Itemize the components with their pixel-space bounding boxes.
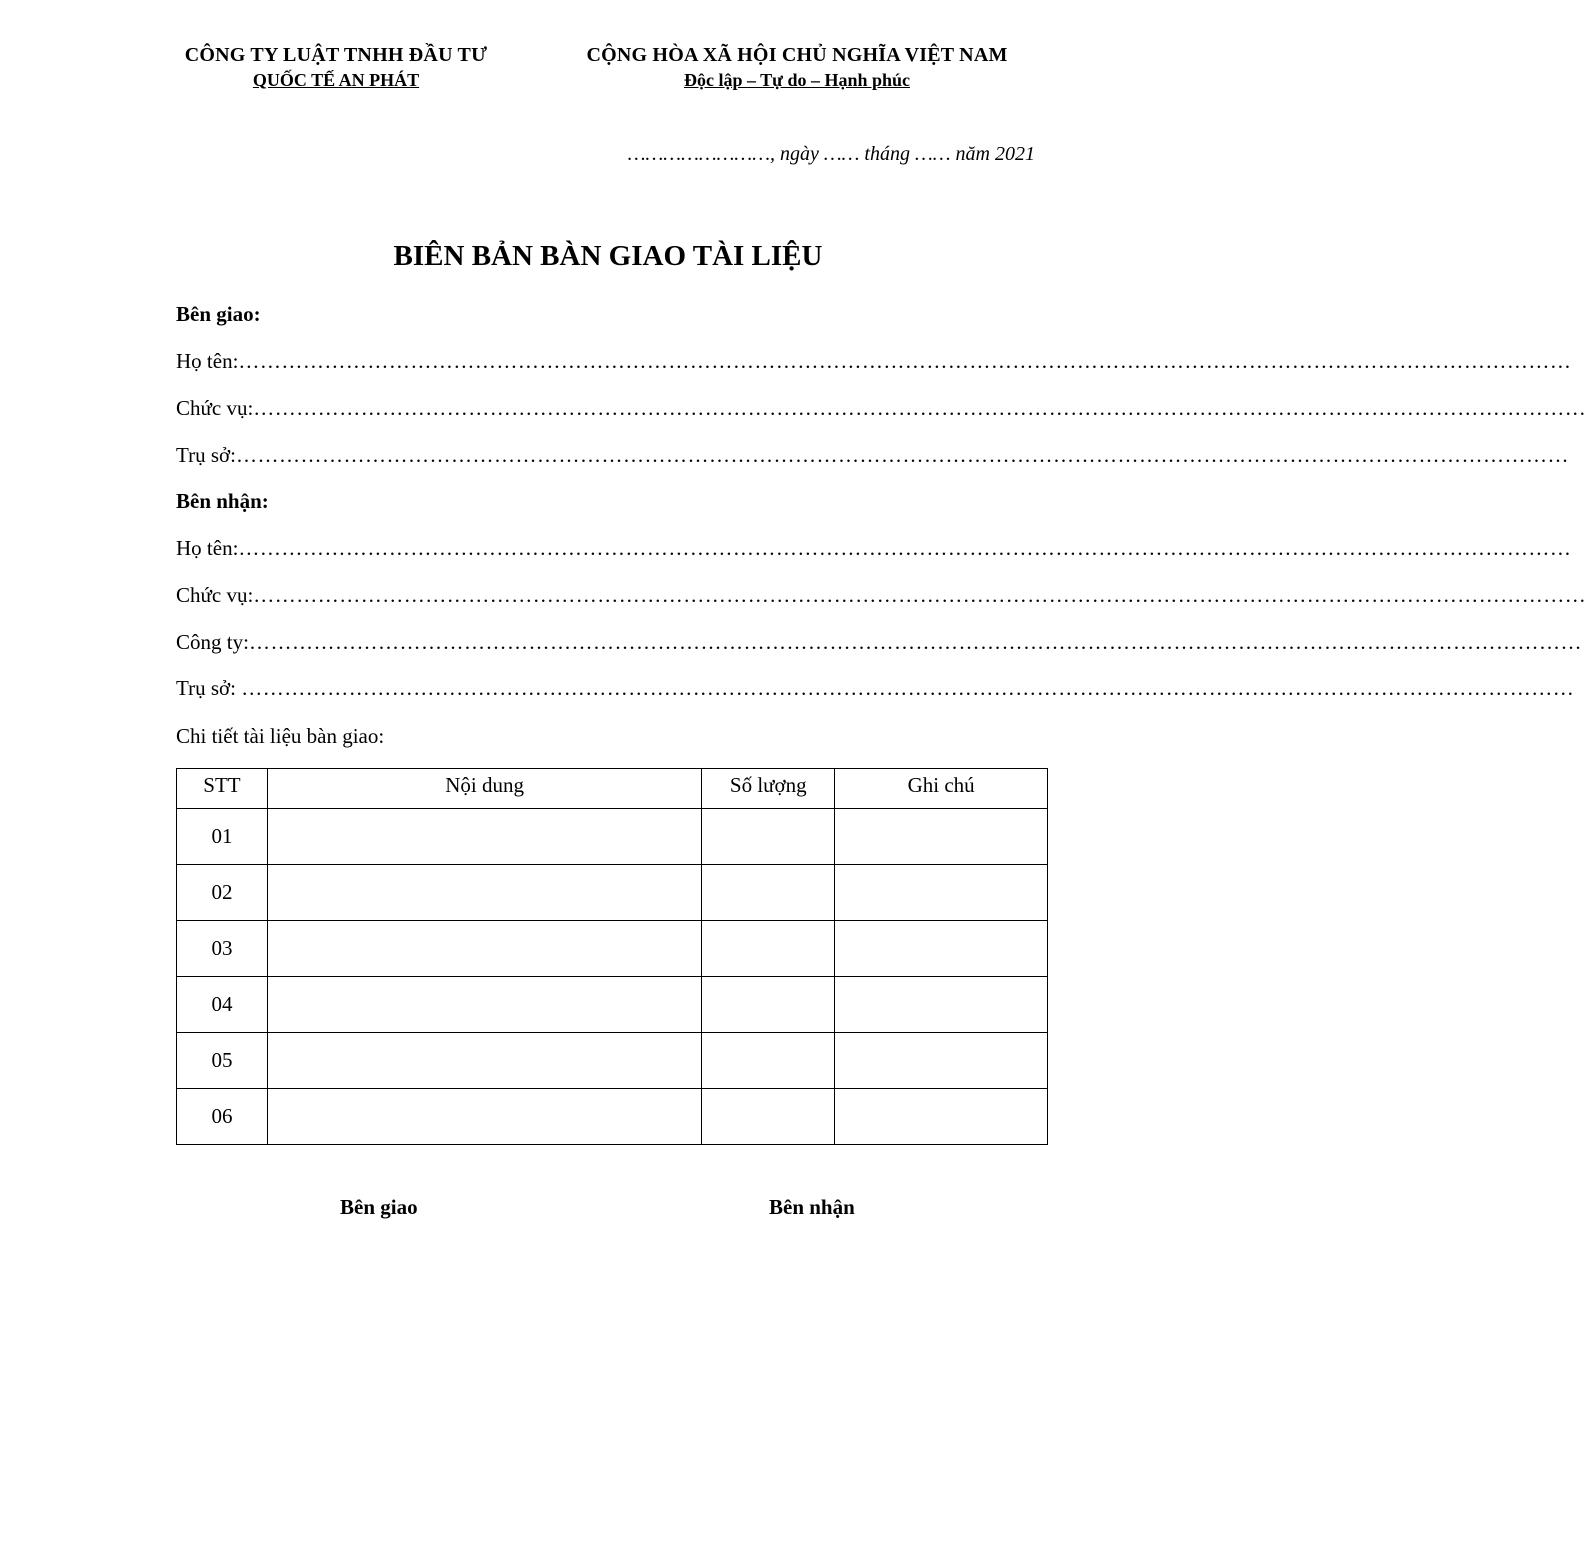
cell-content[interactable] [267, 865, 701, 921]
dotted-fill: …………………………………………………………………………………………………………………………………………………………………… [235, 443, 1569, 467]
cell-quantity[interactable] [702, 921, 835, 977]
cell-quantity[interactable] [702, 865, 835, 921]
table-row [177, 809, 1048, 865]
cell-note[interactable] [835, 1033, 1048, 1089]
table-row [177, 921, 1048, 977]
details-label: Chi tiết tài liệu bàn giao: [176, 724, 385, 748]
giver-name-label: Họ tên: [176, 349, 239, 373]
cell-note[interactable] [835, 809, 1048, 865]
receiver-office-field[interactable] [176, 676, 1575, 701]
giver-office-label: Trụ sở: [176, 443, 236, 467]
cell-stt: 03 [177, 921, 268, 977]
dotted-fill: …………………………………………………………………………………………………………………………………………………………………… [241, 676, 1575, 700]
cell-note[interactable] [835, 865, 1048, 921]
cell-quantity[interactable] [702, 809, 835, 865]
document-title: BIÊN BẢN BÀN GIAO TÀI LIỆU [393, 240, 823, 272]
receiver-signature-label: Bên nhận [769, 1195, 855, 1219]
column-header-content: Nội dung [267, 769, 701, 809]
cell-content[interactable] [267, 921, 701, 977]
cell-quantity[interactable] [702, 1033, 835, 1089]
nation-motto: Độc lập – Tự do – Hạnh phúc [683, 70, 911, 90]
receiver-office-label: Trụ sở: [176, 676, 242, 700]
receiver-company-label: Công ty: [176, 630, 249, 654]
giver-office-field[interactable] [176, 443, 1569, 468]
cell-stt: 05 [177, 1033, 268, 1089]
giver-signature-label: Bên giao [340, 1195, 418, 1219]
receiver-name-label: Họ tên: [176, 536, 239, 560]
table-row [177, 1089, 1048, 1145]
cell-quantity[interactable] [702, 1089, 835, 1145]
giver-heading: Bên giao: [176, 302, 261, 326]
giver-name-field[interactable] [176, 349, 1572, 374]
cell-content[interactable] [267, 1089, 701, 1145]
table-header-row [177, 769, 1048, 809]
dotted-fill: …………………………………………………………………………………………………………………………………………………………………… [238, 536, 1572, 560]
receiver-name-field[interactable] [176, 536, 1572, 561]
dotted-fill: …………………………………………………………………………………………………………………………………………………………………… [238, 349, 1572, 373]
giver-position-label: Chức vụ: [176, 396, 254, 420]
column-header-note: Ghi chú [835, 769, 1048, 809]
receiver-position-field[interactable] [176, 583, 1586, 608]
cell-stt: 02 [177, 865, 268, 921]
table-row [177, 865, 1048, 921]
dotted-fill: …………………………………………………………………………………………………………………………………………………………………… [253, 396, 1586, 420]
cell-quantity[interactable] [702, 977, 835, 1033]
cell-content[interactable] [267, 1033, 701, 1089]
nation-title: CỘNG HÒA XÃ HỘI CHỦ NGHĨA VIỆT NAM [586, 44, 1008, 66]
dotted-fill: …………………………………………………………………………………………………………………………………………………………………… [248, 630, 1582, 654]
cell-stt: 01 [177, 809, 268, 865]
giver-position-field[interactable] [176, 396, 1586, 421]
table-row [177, 977, 1048, 1033]
receiver-company-field[interactable] [176, 630, 1582, 655]
dotted-fill: …………………………………………………………………………………………………………………………………………………………………… [253, 583, 1586, 607]
date-line: ……………………, ngày …… tháng …… năm 2021 [627, 143, 1035, 165]
receiver-heading: Bên nhận: [176, 489, 269, 513]
company-name-line2: QUỐC TẾ AN PHÁT [252, 70, 420, 90]
cell-note[interactable] [835, 977, 1048, 1033]
cell-stt: 06 [177, 1089, 268, 1145]
cell-content[interactable] [267, 809, 701, 865]
receiver-position-label: Chức vụ: [176, 583, 254, 607]
column-header-stt: STT [177, 769, 268, 809]
handover-table [176, 768, 1048, 1145]
company-name-line1: CÔNG TY LUẬT TNHH ĐẦU TƯ [184, 44, 488, 66]
cell-note[interactable] [835, 921, 1048, 977]
column-header-quantity: Số lượng [702, 769, 835, 809]
cell-note[interactable] [835, 1089, 1048, 1145]
cell-content[interactable] [267, 977, 701, 1033]
cell-stt: 04 [177, 977, 268, 1033]
table-row [177, 1033, 1048, 1089]
